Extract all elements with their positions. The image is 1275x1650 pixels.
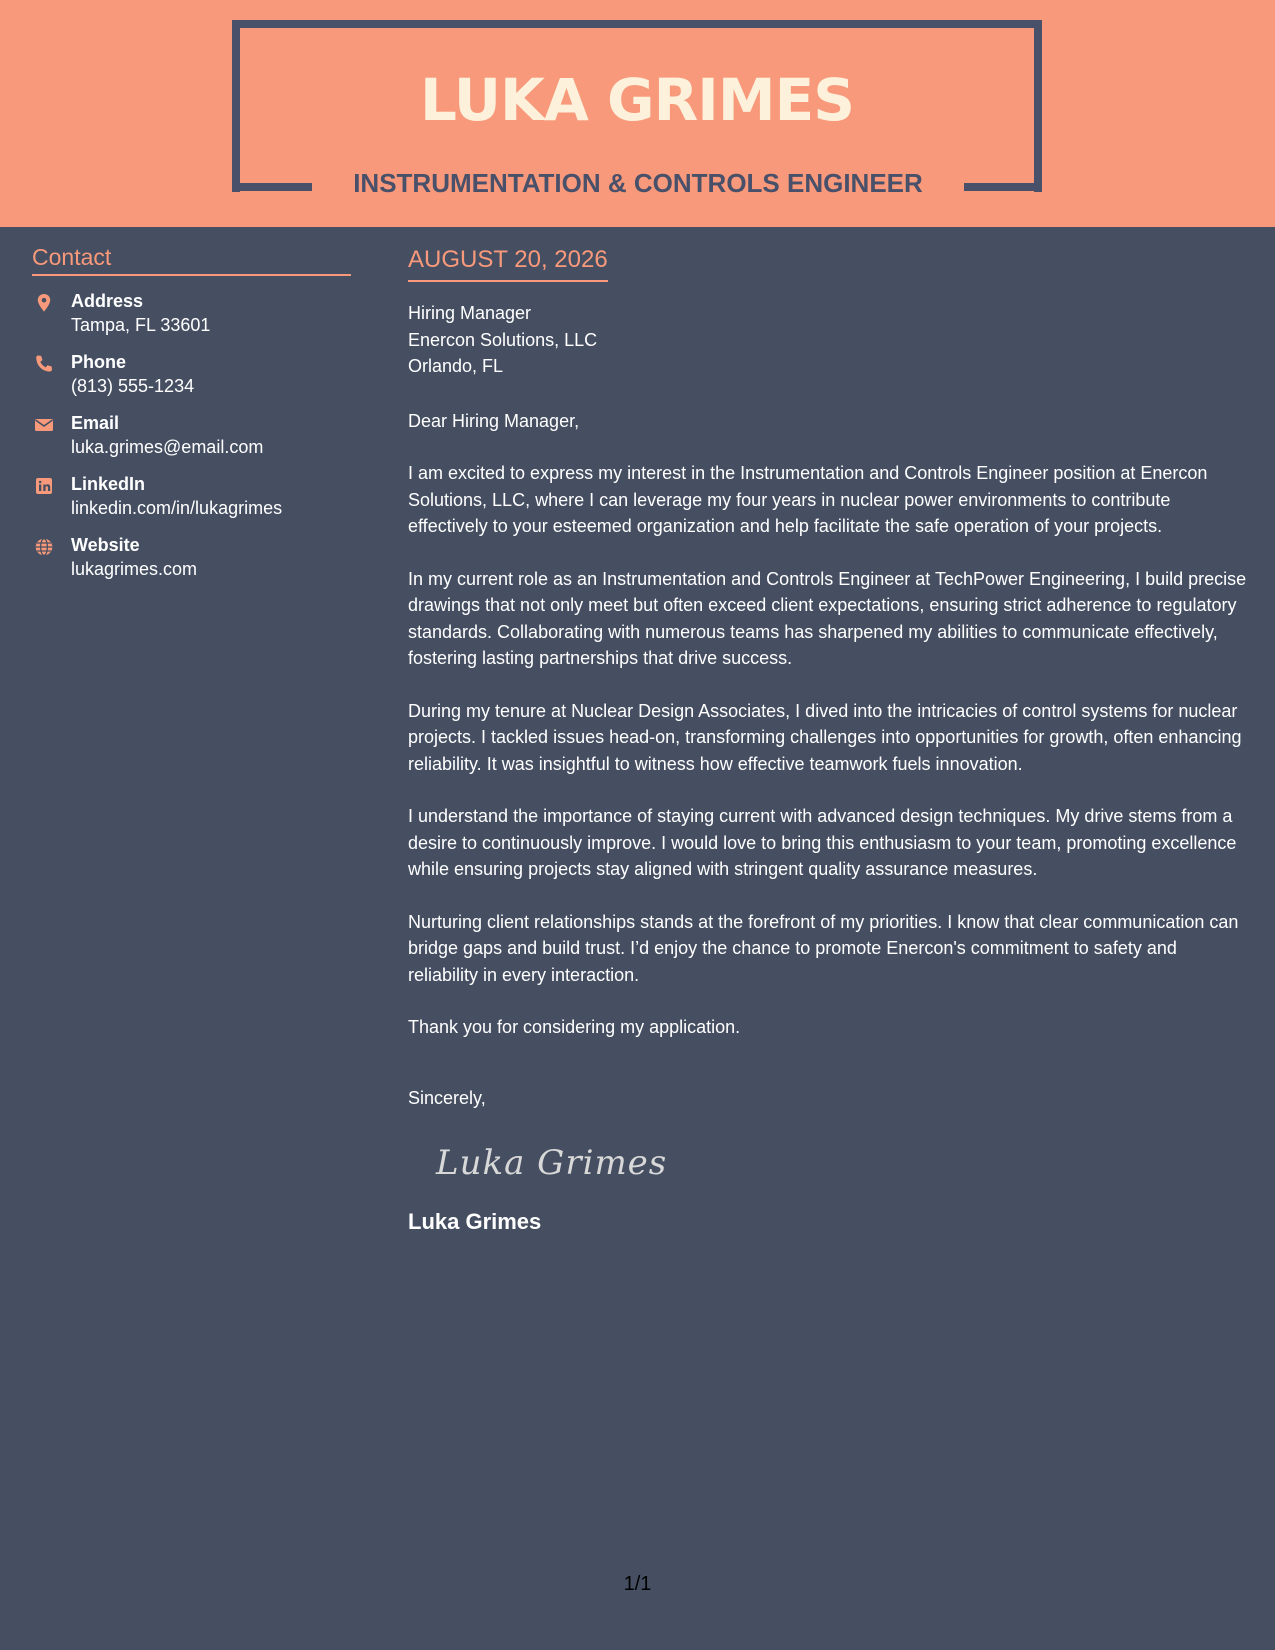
globe-icon [34,537,54,557]
address-value: Tampa, FL 33601 [71,315,211,335]
linkedin-label: LinkedIn [71,474,146,494]
website-value: lukagrimes.com [71,559,198,579]
contact-item-website [32,533,351,581]
candidate-name: LUKA GRIMES [420,66,854,134]
letter-body [408,244,1248,1237]
contact-item-email [32,411,351,459]
contact-item-linkedin [32,472,351,520]
phone-value: (813) 555-1234 [71,376,195,396]
recipient-block [408,300,1248,380]
handwritten-signature: Luka Grimes [436,1143,668,1183]
page-number: 1/1 [623,1573,652,1595]
recipient-name: Hiring Manager [408,303,532,323]
email-label: Email [71,413,120,433]
contact-heading: Contact [32,242,351,276]
frame-bottom-right-border [964,183,1042,191]
phone-label: Phone [71,352,127,372]
job-title: INSTRUMENTATION & CONTROLS ENGINEER [353,168,923,198]
contact-sidebar [32,242,351,581]
letter-date: AUGUST 20, 2026 [408,244,608,282]
map-pin-icon [34,293,54,313]
frame-left-border [232,20,240,192]
website-label: Website [71,535,140,555]
closing: Sincerely, [408,1087,486,1108]
recipient-location: Orlando, FL [408,356,504,376]
linkedin-icon [34,476,54,496]
header-banner [0,0,1275,227]
paragraph-1: I am excited to express my interest in the Instrumentation and Controls Engineer position at Enercon Solutions, LLC, where I can leverage my four years in nuclear power environments to contribute effectively to your esteemed organization and help facilitate the safe operation of your projects. [408,463,1208,536]
paragraph-2: In my current role as an Instrumentation and Controls Engineer at TechPower Engineering, I build precise drawings that not only meet but often exceed client expectations, ensuring strict adherence to regulatory standards. Collaborating with numerous teams has sharpened my abilities to communicate effectively, fostering lasting partnerships that drive success. [408,568,1247,668]
address-label: Address [71,291,144,311]
paragraph-3: During my tenure at Nuclear Design Associates, I dived into the intricacies of control systems for nuclear projects. I tackled issues head-on, transforming challenges into opportunities for growth, often enhancing reliability. It was insightful to witness how effective teamwork fuels innovation. [408,700,1242,774]
envelope-icon [34,415,54,435]
phone-icon [34,354,54,374]
contact-item-address [32,289,351,337]
frame-bottom-left-border [232,183,312,191]
linkedin-value: linkedin.com/in/lukagrimes [71,498,283,518]
signer-name: Luka Grimes [408,1209,542,1234]
frame-top-border [232,20,1042,28]
email-value: luka.grimes@email.com [71,437,264,457]
thank-you-line: Thank you for considering my application. [408,1017,741,1037]
recipient-company: Enercon Solutions, LLC [408,329,598,350]
paragraph-4: I understand the importance of staying current with advanced design techniques. My drive stems from a desire to continuously improve. I would love to bring this enthusiasm to your team, promoting excellence while ensuring projects stay aligned with stringent quality assurance measures. [408,806,1237,879]
contact-item-phone [32,350,351,398]
salutation: Dear Hiring Manager, [408,410,580,431]
paragraph-5: Nurturing client relationships stands at the forefront of my priorities. I know that clear communication can bridge gaps and build trust. I’d enjoy the chance to promote Enercon's commitment to safety and reliability in every interaction. [408,911,1239,985]
frame-right-border [1034,20,1042,192]
